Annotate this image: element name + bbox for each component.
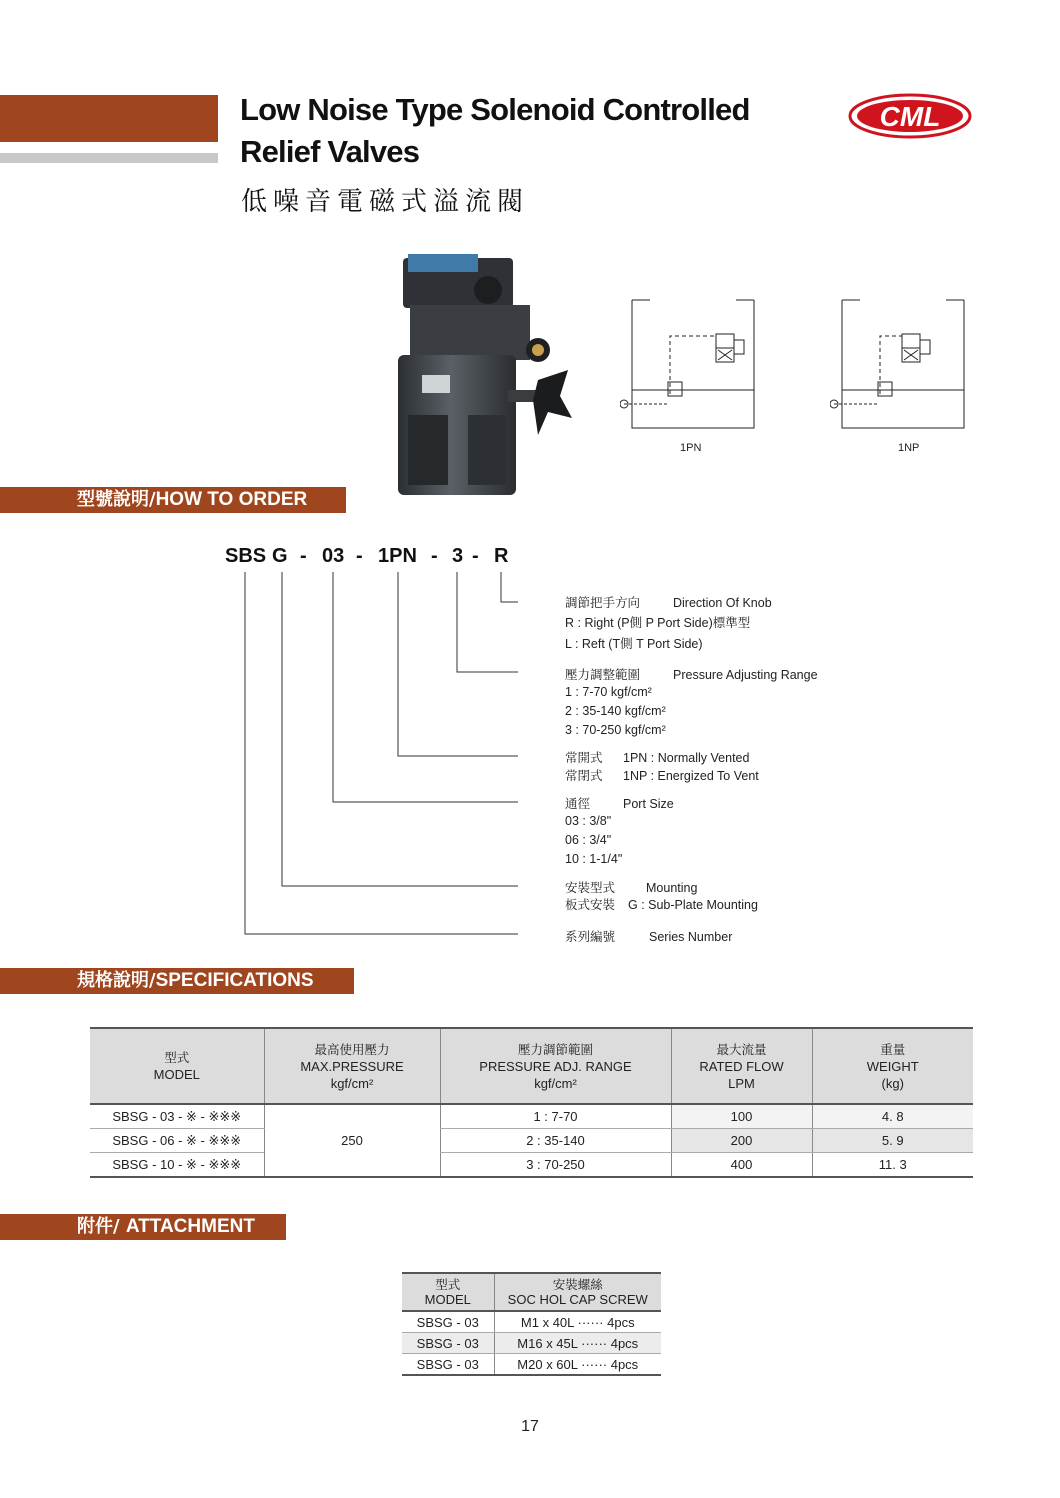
order-code-knob: R [494, 545, 509, 567]
spec-header-range: 壓力調節範圍 PRESSURE ADJ. RANGE kgf/cm² [440, 1028, 671, 1104]
spec-cell-max-pressure: 250 [264, 1104, 440, 1177]
attach-cell-model: SBSG - 03 [402, 1333, 494, 1354]
order-code-dash: - [431, 545, 438, 567]
attach-header-screw: 安裝螺絲 SOC HOL CAP SCREW [494, 1273, 661, 1311]
section-spec-en: SPECIFICATIONS [155, 970, 314, 991]
section-specifications [0, 968, 354, 994]
desc-port-1: 03 : 3/8" [565, 814, 612, 828]
spec-header-weight: 重量 WEIGHT (kg) [812, 1028, 973, 1104]
page-title-line1: Low Noise Type Solenoid Controlled [240, 92, 750, 127]
spec-cell-range: 1 : 7-70 [440, 1104, 671, 1129]
symbol-1np-diagram [830, 294, 970, 434]
order-code-port: 03 [322, 545, 345, 567]
page-title-line2: Relief Valves [240, 134, 420, 169]
spec-cell-range: 2 : 35-140 [440, 1129, 671, 1153]
page-title-chinese: 低噪音電磁式溢流閥 [241, 187, 530, 217]
desc-knob-right: R : Right (P側 P Port Side)標準型 [565, 616, 751, 630]
section-attach-en: ATTACHMENT [125, 1216, 255, 1237]
product-photo [388, 250, 578, 500]
spec-cell-flow: 200 [671, 1129, 812, 1153]
desc-port-title: 通徑 Port Size [565, 796, 674, 811]
spec-header-flow: 最大流量 RATED FLOW LPM [671, 1028, 812, 1104]
symbol-1pn-label: 1PN [680, 442, 702, 454]
spec-header-model: 型式 MODEL [90, 1028, 264, 1104]
logo-text: CML [879, 101, 941, 132]
desc-port-3: 10 : 1-1/4" [565, 852, 623, 866]
spec-cell-model: SBSG - 10 - ※ - ※※※ [90, 1153, 264, 1178]
table-row [90, 1153, 973, 1178]
desc-mounting-title: 安裝型式 Mounting [565, 880, 698, 895]
attach-cell-model: SBSG - 03 [402, 1311, 494, 1333]
symbol-1pn-diagram [620, 294, 760, 434]
order-code-dash: - [472, 545, 479, 567]
table-row [402, 1333, 661, 1354]
desc-knob-left: L : Reft (T側 T Port Side) [565, 637, 703, 651]
attach-cell-model: SBSG - 03 [402, 1354, 494, 1376]
spec-cell-model: SBSG - 06 - ※ - ※※※ [90, 1129, 264, 1153]
spec-cell-flow: 100 [671, 1104, 812, 1129]
section-spec-zh: 規格說明/ [77, 970, 156, 991]
order-code-connector-lines [0, 560, 1060, 960]
section-attachment [0, 1214, 286, 1240]
order-code-dash: - [300, 545, 307, 567]
table-row [90, 1129, 973, 1153]
spec-cell-weight: 5. 9 [812, 1129, 973, 1153]
attach-cell-screw: M16 x 45L ······ 4pcs [494, 1333, 661, 1354]
section-order-zh: 型號說明/ [77, 489, 156, 510]
order-code-vent: 1PN [378, 545, 417, 567]
section-attach-zh: 附件/ [77, 1216, 126, 1237]
desc-range-2: 2 : 35-140 kgf/cm² [565, 704, 666, 718]
desc-knob-title: 調節把手方向 Direction Of Knob [565, 595, 772, 610]
section-how-to-order [0, 487, 346, 513]
header-accent-bar [0, 95, 218, 142]
spec-cell-flow: 400 [671, 1153, 812, 1178]
section-order-en: HOW TO ORDER [155, 489, 308, 510]
desc-port-2: 06 : 3/4" [565, 833, 612, 847]
spec-cell-range: 3 : 70-250 [440, 1153, 671, 1178]
attach-cell-screw: M20 x 60L ······ 4pcs [494, 1354, 661, 1376]
desc-vent-open: 常開式 1PN : Normally Vented [565, 750, 750, 765]
table-row [402, 1354, 661, 1376]
desc-range-3: 3 : 70-250 kgf/cm² [565, 723, 666, 737]
attach-cell-screw: M1 x 40L ······ 4pcs [494, 1311, 661, 1333]
spec-cell-model: SBSG - 03 - ※ - ※※※ [90, 1104, 264, 1129]
desc-vent-closed: 常閉式 1NP : Energized To Vent [565, 768, 759, 783]
page-number: 17 [521, 1418, 539, 1435]
specifications-table [90, 1027, 973, 1178]
attach-header-row [402, 1273, 661, 1311]
order-code-mounting: G [272, 545, 288, 567]
symbol-1np-label: 1NP [898, 442, 920, 454]
table-row [90, 1104, 973, 1129]
order-code-dash: - [356, 545, 363, 567]
desc-range-1: 1 : 7-70 kgf/cm² [565, 685, 652, 699]
cml-logo [848, 93, 972, 139]
spec-cell-weight: 4. 8 [812, 1104, 973, 1129]
order-code-series: SBS [225, 545, 267, 567]
spec-header-pressure: 最高使用壓力 MAX.PRESSURE kgf/cm² [264, 1028, 440, 1104]
desc-mounting-type: 板式安裝 G : Sub-Plate Mounting [565, 897, 758, 912]
order-code-range: 3 [452, 545, 464, 567]
attach-header-model: 型式 MODEL [402, 1273, 494, 1311]
attachment-table [402, 1272, 661, 1376]
desc-series: 系列編號 Series Number [565, 929, 733, 944]
table-row [402, 1311, 661, 1333]
header-grey-bar [0, 153, 218, 163]
desc-range-title: 壓力調整範圍 Pressure Adjusting Range [565, 667, 818, 682]
spec-cell-weight: 11. 3 [812, 1153, 973, 1178]
spec-header-row [90, 1028, 973, 1104]
